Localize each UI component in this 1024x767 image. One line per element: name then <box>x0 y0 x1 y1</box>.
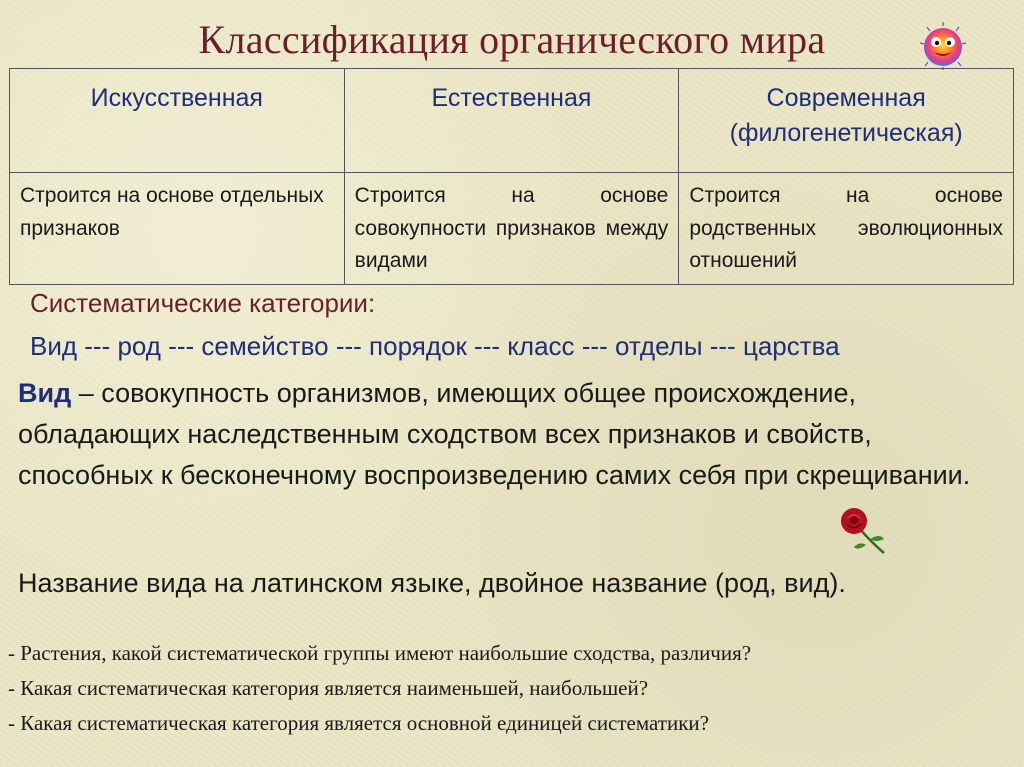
definition-text: – совокупность организмов, имеющих общее происхождение, обладающих наследственным сходством всех признаков и свойств, способных к бесконечному воспроизведению самих себя при скрещивании. <box>18 378 971 490</box>
table-header-row <box>10 69 1014 173</box>
header-natural: Естественная <box>344 69 679 173</box>
species-definition <box>18 373 1008 496</box>
table-row <box>10 173 1014 285</box>
cell-modern: Строится на основе родственных эволюционных отношений <box>679 173 1014 285</box>
header-modern <box>679 69 1014 173</box>
question-item-3: - Какая систематическая категория является основной единицей систематики? <box>8 711 709 735</box>
categories-chain: Вид --- род --- семейство --- порядок --- класс --- отделы --- царства <box>30 331 840 361</box>
header-artificial: Искусственная <box>10 69 345 173</box>
fuzzy-blob-mascot-icon <box>920 22 966 70</box>
question-item-2: - Какая систематическая категория является наименьшей, наибольшей? <box>8 676 649 700</box>
page-title: Классификация органического мира <box>198 17 826 62</box>
definition-term: Вид <box>18 378 72 408</box>
header-modern-line1: Современная <box>766 84 926 112</box>
question-item-1: - Растения, какой систематической группы имеют наибольшие сходства, различия? <box>8 641 752 665</box>
classification-table <box>9 68 1014 285</box>
header-modern-line2: (филогенетическая) <box>729 119 963 147</box>
latin-name-note: Название вида на латинском языке, двойное название (род, вид). <box>18 568 846 598</box>
questions-list <box>8 636 1020 741</box>
cell-artificial: Строится на основе отдельных признаков <box>10 173 345 285</box>
cell-natural: Строится на основе совокупности признаков между видами <box>344 173 679 285</box>
categories-heading: Систематические категории: <box>30 288 376 318</box>
red-rose-icon <box>836 503 896 559</box>
